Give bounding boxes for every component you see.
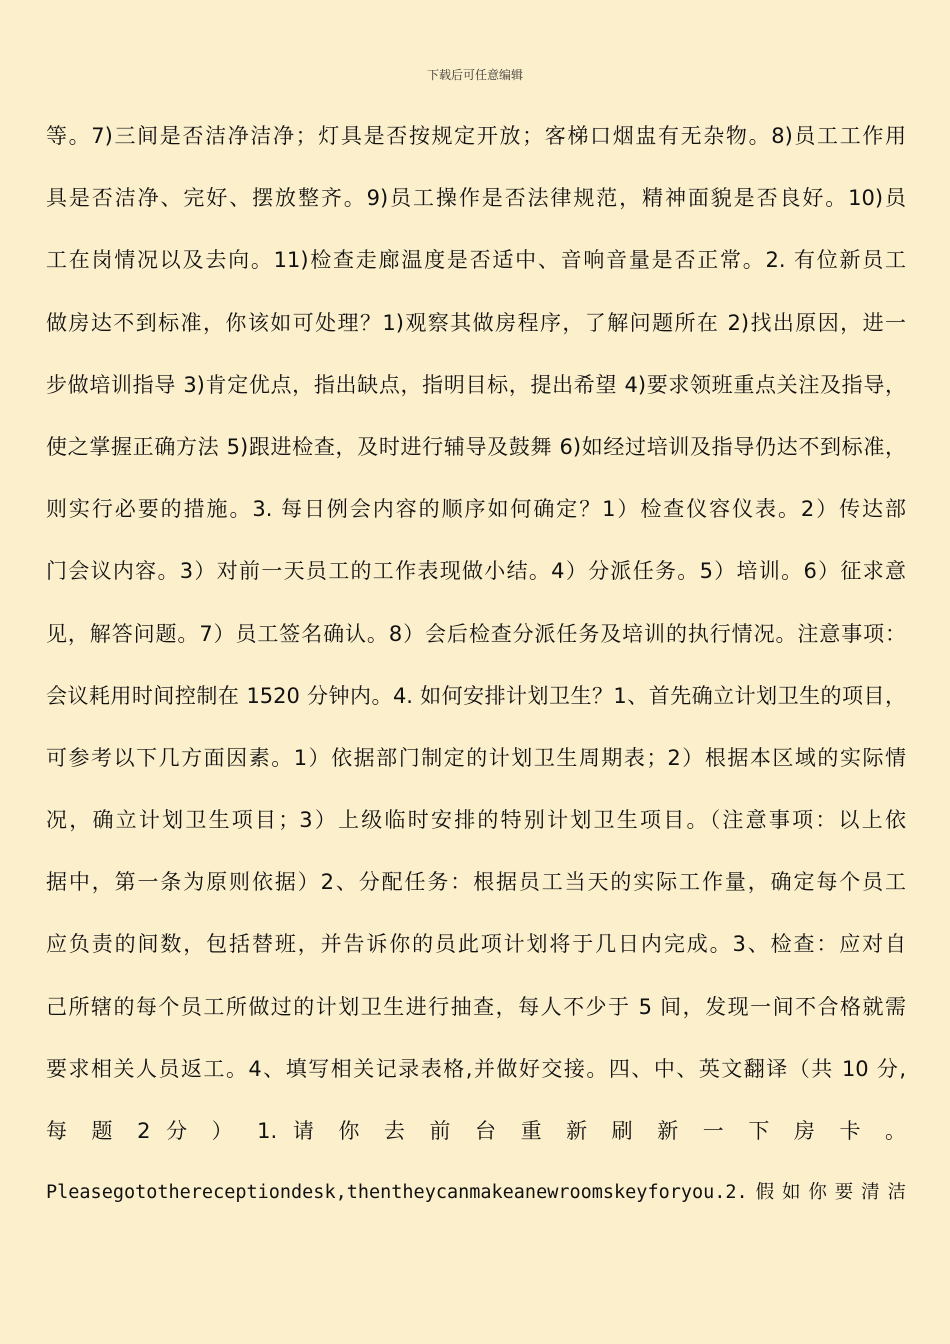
text-line: 况，确立计划卫生项目；3）上级临时安排的特别计划卫生项目。（注意事项：以上依: [46, 808, 906, 833]
text-line: 具是否洁净、完好、摆放整齐。9)员工操作是否法律规范，精神面貌是否良好。10)员: [46, 186, 906, 211]
text-line: 使之掌握正确方法 5)跟进检查，及时进行辅导及鼓舞 6)如经过培训及指导仍达不到标准，: [46, 434, 906, 459]
page-header: 下载后可任意编辑: [426, 68, 523, 82]
text-line: 做房达不到标准，你该如可处理？1)观察其做房程序，了解问题所在 2)找出原因，进一: [46, 310, 906, 335]
text-line: 会议耗用时间控制在 1520 分钟内。4. 如何安排计划卫生？1、首先确立计划卫生的项目，: [46, 683, 906, 708]
text-line: 工在岗情况以及去向。11)检查走廊温度是否适中、音响音量是否正常。2. 有位新员工: [46, 248, 906, 273]
text-line: 门会议内容。3）对前一天员工的工作表现做小结。4）分派任务。5）培训。6）征求意: [46, 559, 906, 584]
text-line: 每 题 2 分 ） 1. 请 你 去 前 台 重 新 刷 新 一 下 房 卡 。: [46, 1119, 906, 1143]
text-line: 要求相关人员返工。4、填写相关记录表格,并做好交接。四、中、英文翻译（共 10 分,: [46, 1056, 906, 1081]
text-line: 应负责的间数，包括替班，并告诉你的员此项计划将于几日内完成。3、检查：应对自: [46, 932, 906, 957]
document-body: [46, 107, 906, 1226]
text-line: 据中，第一条为原则依据）2、分配任务：根据员工当天的实际工作量，确定每个员工: [46, 870, 906, 895]
text-line: 等。7)三间是否洁净洁净；灯具是否按规定开放；客梯口烟盅有无杂物。8)员工工作用: [46, 124, 906, 148]
text-line: 己所辖的每个员工所做过的计划卫生进行抽查，每人不少于 5 间，发现一间不合格就需: [46, 994, 906, 1019]
text-line: Pleasegotothereceptiondesk,thentheycanmakeanewroomskeyforyou.2.假如你要清洁: [46, 1182, 906, 1204]
text-line: 见，解答问题。7）员工签名确认。8）会后检查分派任务及培训的执行情况。注意事项：: [46, 621, 906, 646]
text-line: 则实行必要的措施。3. 每日例会内容的顺序如何确定？1）检查仪容仪表。2）传达部: [46, 497, 906, 522]
text-line: 可参考以下几方面因素。1）依据部门制定的计划卫生周期表；2）根据本区域的实际情: [46, 745, 906, 770]
text-line: 步做培训指导 3)肯定优点，指出缺点，指明目标，提出希望 4)要求领班重点关注及指导，: [46, 372, 906, 397]
